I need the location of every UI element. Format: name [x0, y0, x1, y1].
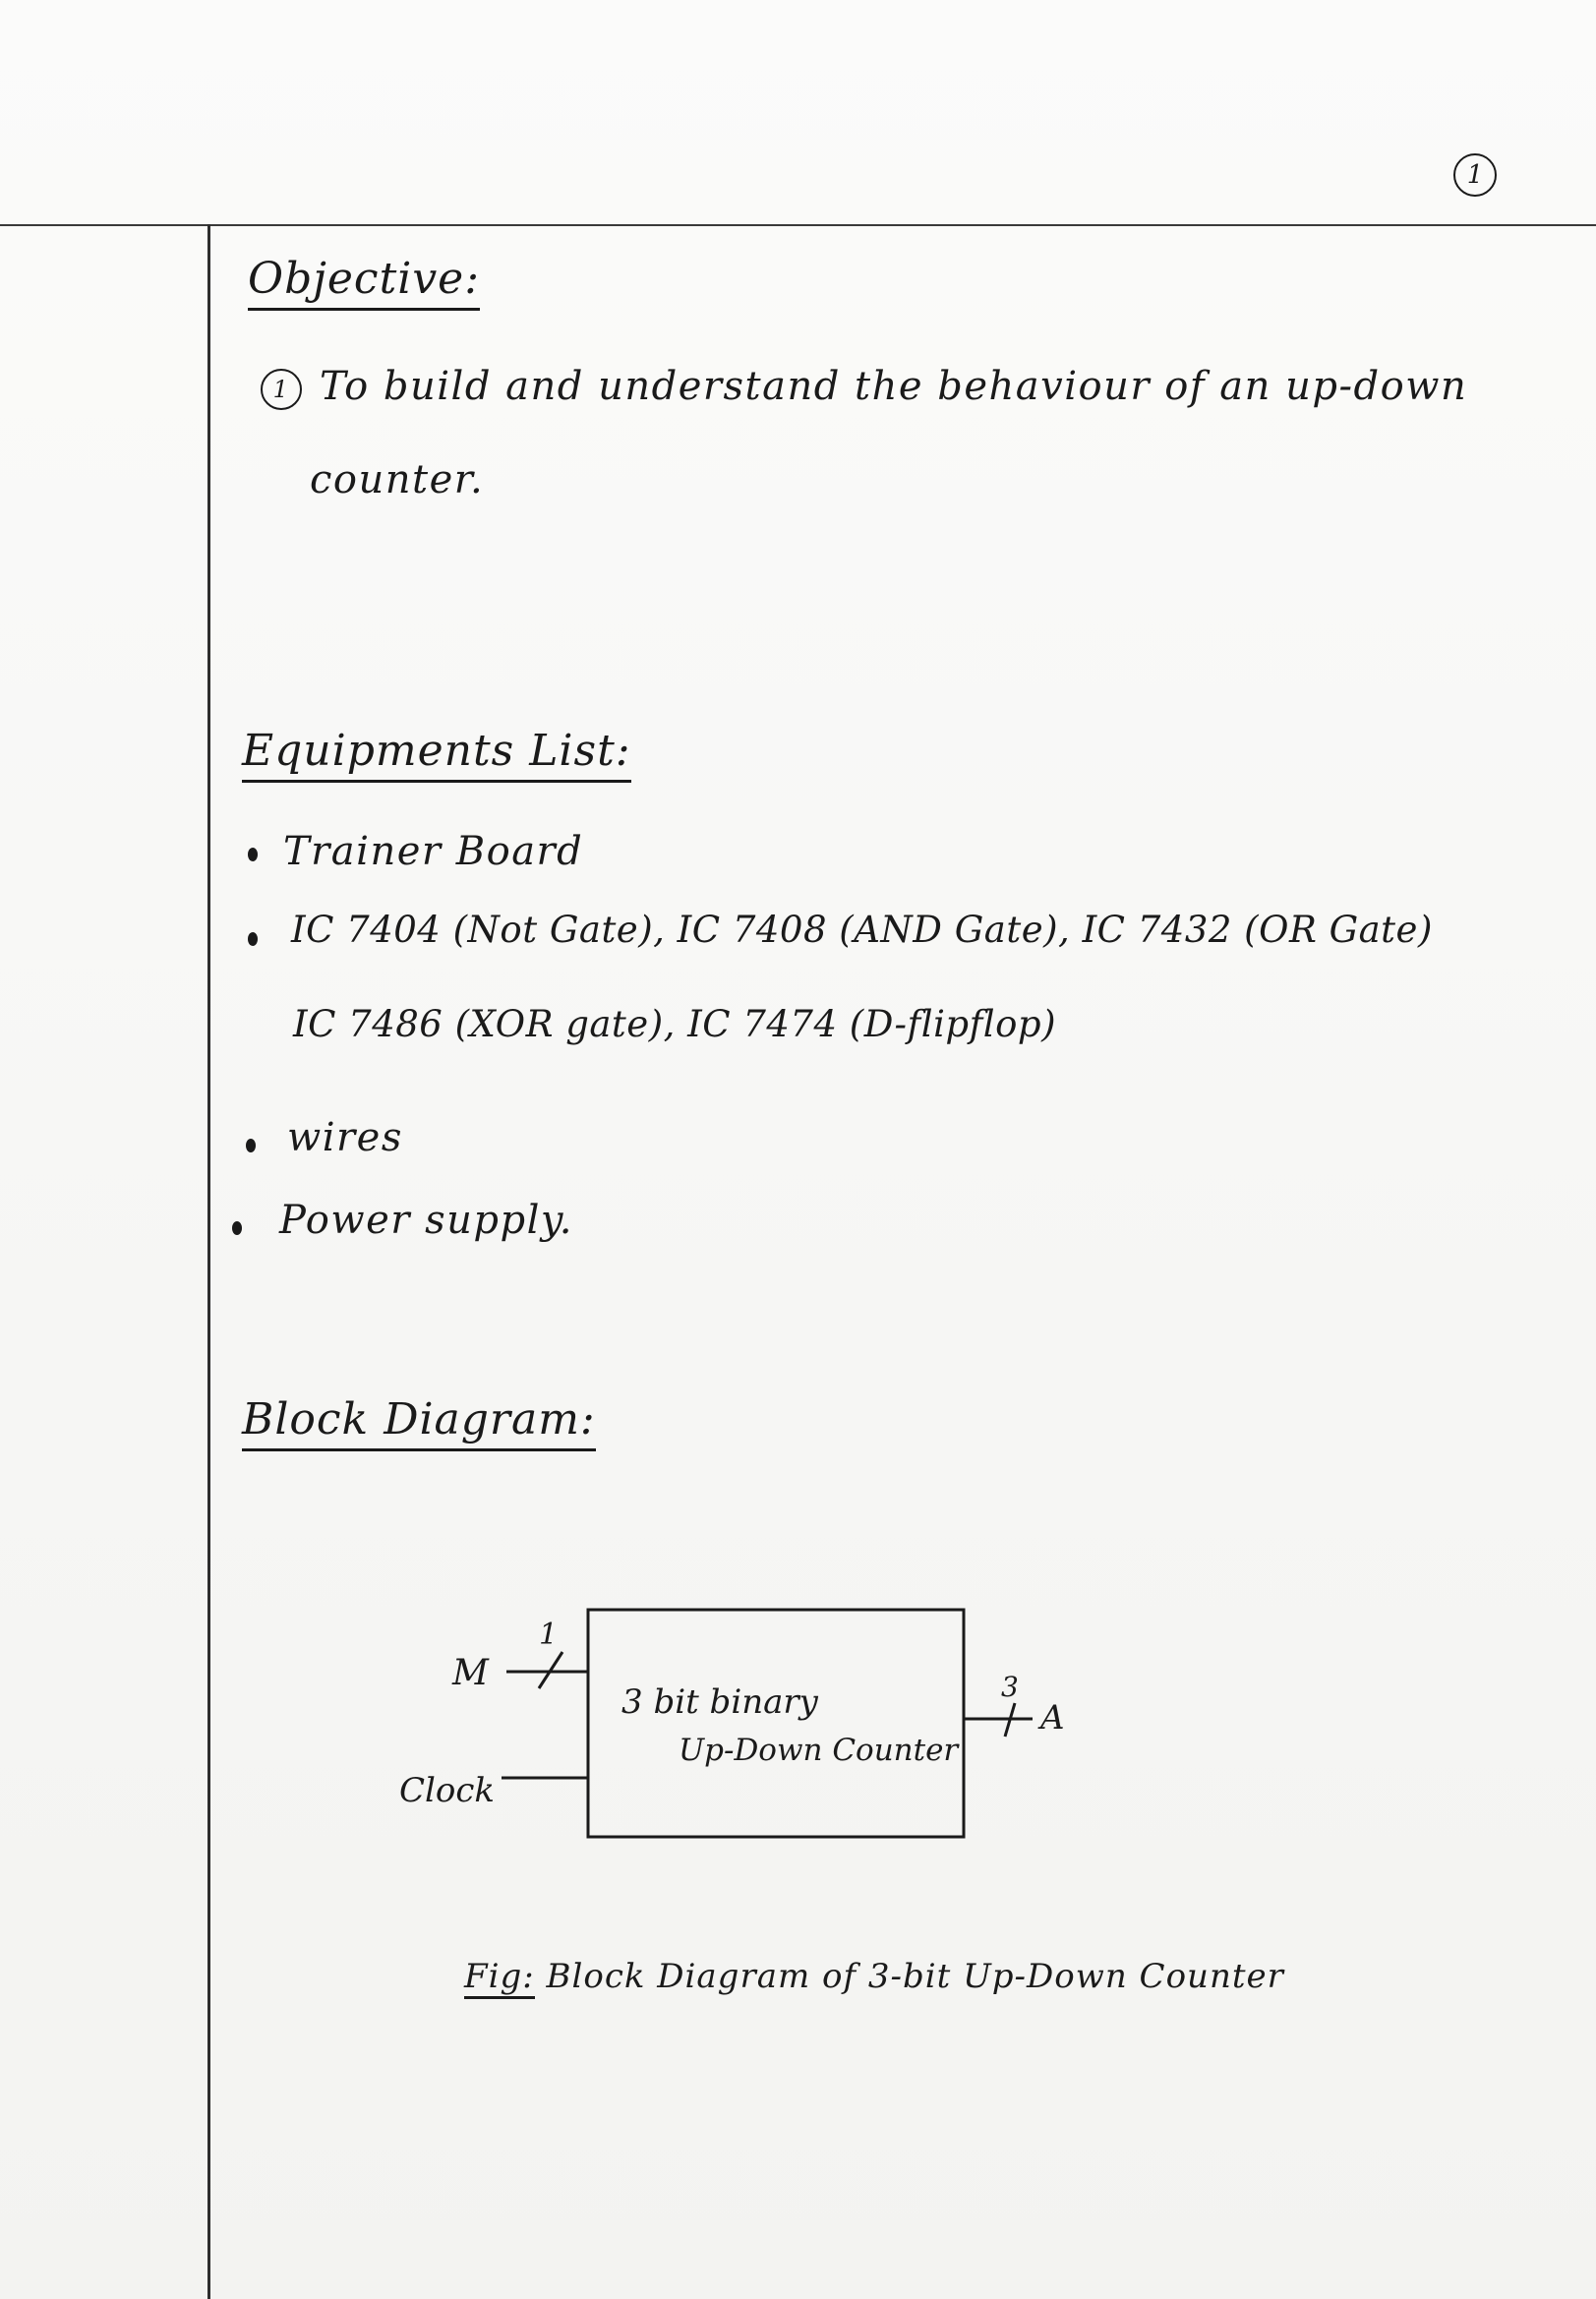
output-width: 3 [1001, 1671, 1019, 1703]
counter-block [588, 1610, 964, 1837]
block-diagram-heading-text: Block Diagram: [242, 1394, 596, 1451]
equipment-item-4: Power supply. [279, 1198, 573, 1243]
block-label-line-2: Up-Down Counter [679, 1733, 959, 1768]
output-label: A [1040, 1698, 1065, 1738]
page-number: 1 [1453, 153, 1497, 197]
block-diagram [275, 1593, 1160, 1868]
figure-caption-text: Block Diagram of 3-bit Up-Down Counter [546, 1957, 1284, 1996]
equipment-item-2-line-2: IC 7486 (XOR gate), IC 7474 (D-flipflop) [293, 1003, 1057, 1045]
objective-heading-text: Objective: [248, 254, 480, 311]
bullet-icon [248, 932, 258, 946]
equipment-heading-text: Equipments List: [242, 726, 631, 783]
objective-heading [248, 254, 480, 311]
margin-rule [207, 224, 210, 2299]
bullet-icon [246, 1139, 256, 1152]
block-label-line-1: 3 bit binary [621, 1682, 818, 1722]
input-m-label: M [452, 1653, 489, 1693]
equipment-item-2-line-1: IC 7404 (Not Gate), IC 7408 (AND Gate), IC 7432 (OR Gate) [291, 909, 1433, 951]
objective-line-1 [261, 364, 1467, 410]
equipment-item-3: wires [287, 1115, 403, 1160]
header-rule [0, 224, 1596, 226]
objective-item-number: 1 [261, 369, 302, 410]
objective-text-1: To build and understand the behaviour of an up-down [320, 364, 1468, 409]
input-m-width: 1 [539, 1618, 559, 1652]
figure-caption [464, 1957, 1284, 1999]
clock-label: Clock [399, 1771, 496, 1810]
bullet-icon [232, 1221, 242, 1235]
equipment-item-1: Trainer Board [283, 829, 584, 874]
objective-line-2: counter. [310, 457, 485, 502]
block-diagram-heading [242, 1394, 596, 1451]
bullet-icon [248, 848, 258, 861]
equipment-heading [242, 726, 631, 783]
block-diagram-svg [275, 1593, 1160, 1868]
figure-caption-prefix: Fig: [464, 1957, 535, 1999]
